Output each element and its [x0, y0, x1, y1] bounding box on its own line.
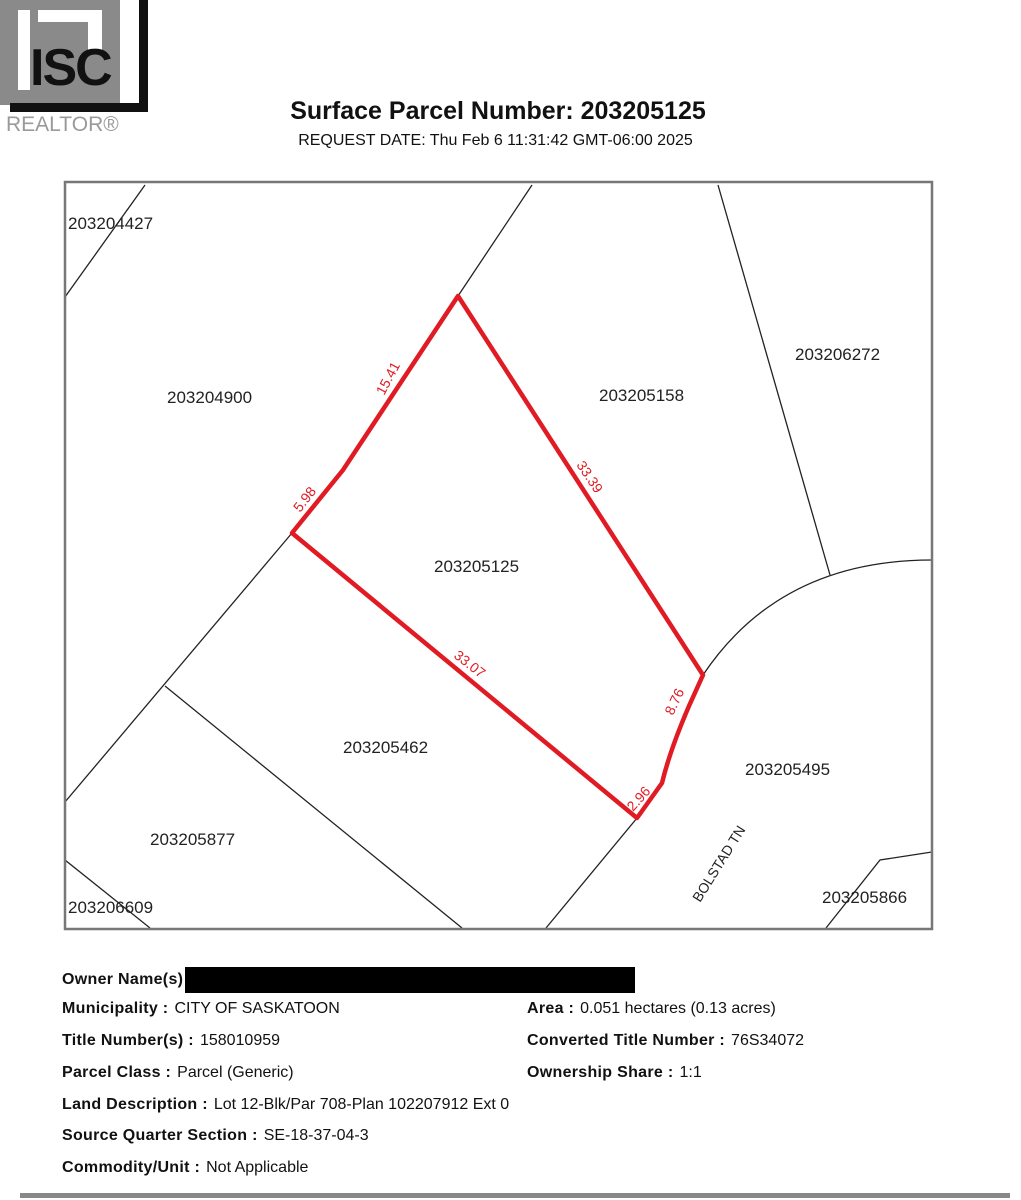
municipality-label: Municipality :	[62, 1000, 169, 1017]
lot-line	[65, 185, 145, 297]
lot-line	[165, 686, 462, 928]
parcel-number: 203205495	[745, 760, 831, 779]
parcel-number: 203205125	[434, 557, 520, 576]
dimension-label: 2.96	[623, 783, 654, 815]
dimension-label: 8.76	[661, 685, 688, 718]
parcel-number: 203205877	[150, 830, 236, 849]
parcel-number: 203204427	[68, 214, 154, 233]
parcel-class-value: Parcel (Generic)	[177, 1064, 294, 1081]
land-description-row	[62, 1096, 509, 1114]
land-description-label: Land Description :	[62, 1096, 208, 1113]
ownership-share-row	[527, 1064, 702, 1082]
parcel-number: 203205866	[822, 888, 908, 907]
street-name: BOLSTAD TN	[688, 822, 749, 905]
dimension-label: 15.41	[372, 358, 404, 398]
owner-row	[62, 967, 635, 993]
source-quarter-row	[62, 1127, 369, 1145]
commodity-row	[62, 1159, 308, 1177]
cul-de-sac-curve	[703, 560, 932, 675]
title-number-value: 158010959	[199, 1032, 281, 1049]
parcel-class-label: Parcel Class :	[62, 1064, 172, 1081]
parcel-class-row	[62, 1064, 294, 1082]
ownership-share-value: 1:1	[679, 1064, 702, 1081]
area-value: 0.051 hectares (0.13 acres)	[580, 1000, 776, 1017]
map-frame	[65, 182, 932, 929]
source-quarter-value: SE-18-37-04-3	[263, 1127, 369, 1144]
title-number-label: Title Number(s) :	[62, 1032, 194, 1049]
parcel-labels	[68, 214, 907, 917]
title-number-row	[62, 1032, 280, 1050]
parcel-number: 203205158	[599, 386, 685, 405]
parcel-number: 203206609	[68, 898, 154, 917]
parcel-number: 203204900	[167, 388, 253, 407]
parcel-number: 203206272	[795, 345, 881, 364]
lot-line	[65, 860, 150, 928]
owner-redaction	[185, 967, 635, 993]
logo-text: ISC	[30, 39, 111, 97]
area-row	[527, 1000, 776, 1018]
ownership-share-label: Ownership Share :	[527, 1064, 674, 1081]
source-quarter-label: Source Quarter Section :	[62, 1127, 258, 1144]
realtor-mark: REALTOR®	[6, 113, 119, 136]
commodity-label: Commodity/Unit :	[62, 1159, 201, 1176]
dimension-label: 5.98	[289, 483, 320, 515]
converted-title-row	[527, 1032, 804, 1050]
bottom-divider	[20, 1193, 1010, 1198]
request-date: REQUEST DATE: Thu Feb 6 11:31:42 GMT-06:00 2025	[298, 132, 693, 149]
owner-label: Owner Name(s)	[62, 971, 184, 989]
page-title: Surface Parcel Number: 203205125	[290, 97, 706, 125]
dimension-label: 33.39	[573, 457, 607, 496]
lot-line	[718, 185, 830, 575]
area-label: Area :	[527, 1000, 575, 1017]
converted-title-label: Converted Title Number :	[527, 1032, 726, 1049]
lot-line	[546, 818, 637, 928]
municipality-value: CITY OF SASKATOON	[174, 1000, 340, 1017]
commodity-value: Not Applicable	[206, 1159, 309, 1176]
lot-line	[458, 185, 532, 296]
parcel-number: 203205462	[343, 738, 429, 757]
converted-title-value: 76S34072	[731, 1032, 805, 1049]
land-description-value: Lot 12-Blk/Par 708-Plan 102207912 Ext 0	[213, 1096, 510, 1113]
dimension-label: 33.07	[451, 646, 489, 681]
municipality-row	[62, 1000, 340, 1018]
